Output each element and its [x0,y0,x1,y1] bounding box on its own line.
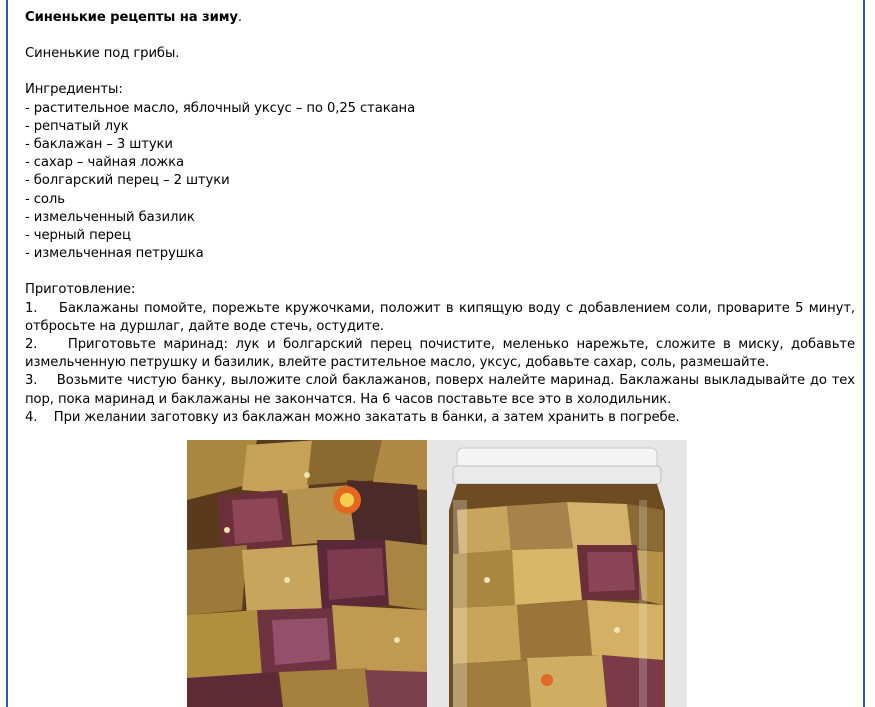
recipe-photos [187,440,687,707]
recipe-title: Синенькие рецепты на зиму [25,10,238,25]
title-period: . [237,10,242,25]
step-item: 1. Баклажаны помойте, порежьте кружочками, положит в кипящую воду с добавлением соли, проварите 5 минут, отбросьте на дуршлаг, дайте воде стечь, остудите. [25,300,860,334]
ingredient-item: - соль [25,191,65,207]
recipe-title-line [25,9,855,27]
steps-heading: Приготовление: [25,282,136,298]
ingredient-item: - измельченная петрушка [25,246,204,262]
step-item: 2. Приготовьте маринад: лук и болгарский перец почистите, меленько нарежьте, сложите в миску, добавьте измельченную петрушку и базилик, влейте растительное масло, уксус, добавьте сахар, соль, размешайте. [25,337,860,371]
recipe-text [25,9,860,427]
eggplant-jar-photo [427,440,687,707]
recipe-subtitle: Синенькие под грибы. [25,46,180,62]
ingredient-item: - болгарский перец – 2 штуки [25,173,230,189]
ingredient-item: - баклажан – 3 штуки [25,137,173,153]
step-item: 4. При желании заготовку из баклажан можно закатать в банки, а затем хранить в погребе. [25,409,680,425]
eggplant-closeup-photo [187,440,427,707]
step-item: 3. Возьмите чистую банку, выложите слой баклажанов, поверх налейте маринад. Баклажаны выкладывайте до тех пор, пока маринад и баклажаны не закончатся. На 6 часов поставьте все это в холодильник. [25,373,860,407]
ingredients-heading: Ингредиенты: [25,82,123,98]
ingredient-item: - растительное масло, яблочный уксус – по 0,25 стакана [25,100,416,116]
ingredient-item: - черный перец [25,228,131,244]
ingredient-item: - измельченный базилик [25,209,195,225]
ingredient-item: - сахар – чайная ложка [25,155,185,171]
ingredient-item: - репчатый лук [25,118,129,134]
